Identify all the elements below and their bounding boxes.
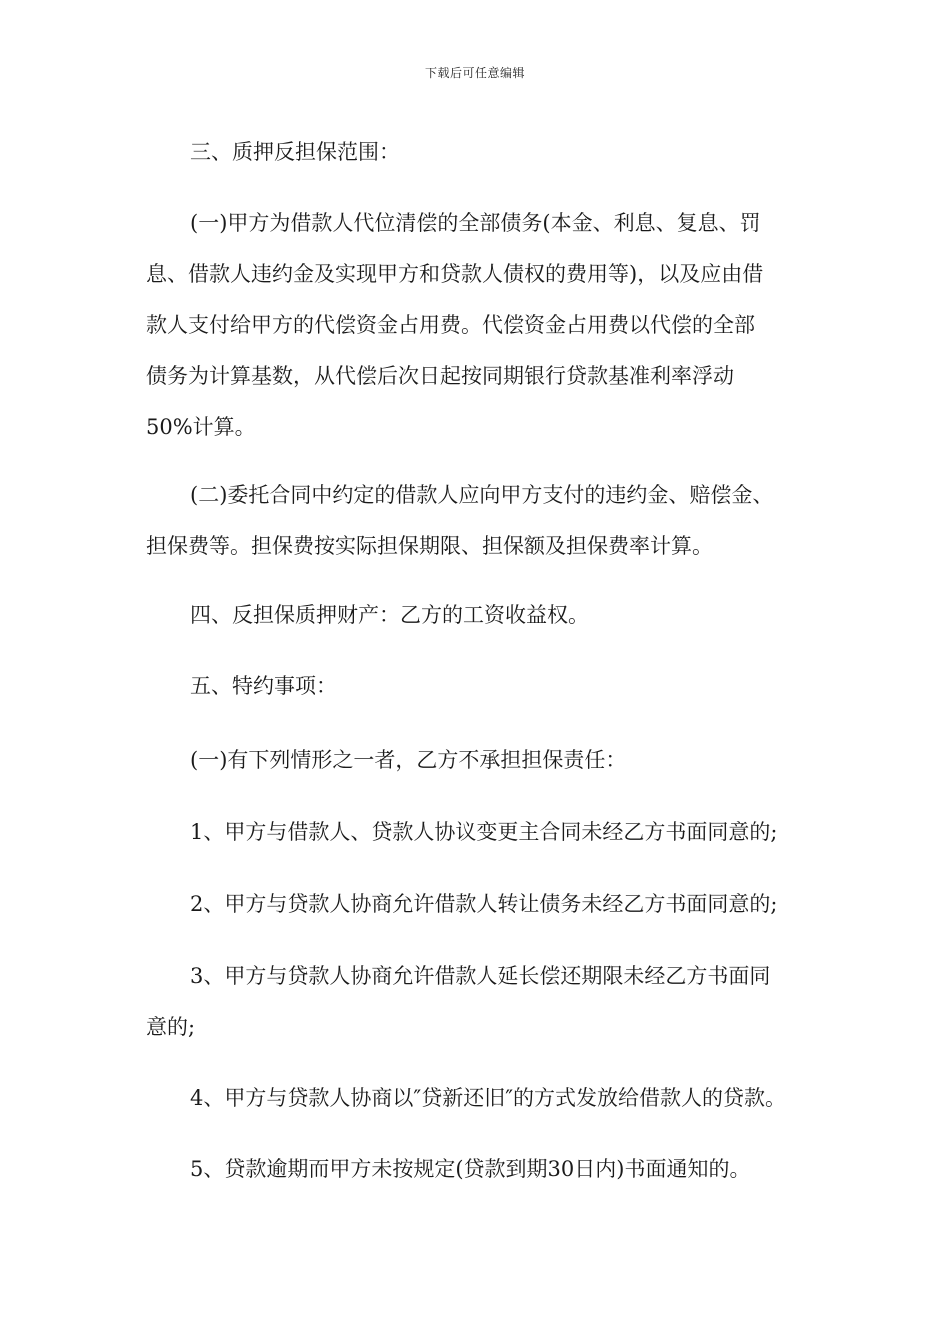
paragraph-line: 担保费等。担保费按实际担保期限、担保额及担保费率计算。 xyxy=(146,534,713,558)
list-item-2: 2、甲方与贷款人协商允许借款人转让债务未经乙方书面同意的; xyxy=(190,892,778,916)
section-heading-5: 五、特约事项： xyxy=(190,674,337,698)
list-item-4: 4、甲方与贷款人协商以″贷新还旧″的方式发放给借款人的贷款。 xyxy=(190,1086,787,1110)
paragraph-line: 款人支付给甲方的代偿资金占用费。代偿资金占用费以代偿的全部 xyxy=(146,313,755,337)
paragraph-line: 意的; xyxy=(146,1015,196,1039)
paragraph-collateral-scope-2 xyxy=(146,470,826,572)
list-item-5: 5、贷款逾期而甲方未按规定(贷款到期30日内)书面通知的。 xyxy=(190,1157,751,1181)
paragraph-line: 息、借款人违约金及实现甲方和贷款人债权的费用等)，以及应由借 xyxy=(146,262,764,286)
paragraph-collateral-scope-1 xyxy=(146,198,826,453)
paragraph-line: 50%计算。 xyxy=(146,415,256,439)
page-header: 下载后可任意编辑 xyxy=(424,66,525,80)
paragraph-line: (一)甲方为借款人代位清偿的全部债务(本金、利息、复息、罚 xyxy=(190,211,761,235)
special-terms-intro: (一)有下列情形之一者，乙方不承担担保责任： xyxy=(190,748,627,772)
list-item-1: 1、甲方与借款人、贷款人协议变更主合同未经乙方书面同意的; xyxy=(190,820,778,844)
paragraph-line: 3、甲方与贷款人协商允许借款人延长偿还期限未经乙方书面同 xyxy=(190,964,771,988)
paragraph-line: 债务为计算基数，从代偿后次日起按同期银行贷款基准利率浮动 xyxy=(146,364,734,388)
paragraph-line: (二)委托合同中约定的借款人应向甲方支付的违约金、赔偿金、 xyxy=(190,483,774,507)
section-heading-3: 三、质押反担保范围： xyxy=(190,140,400,164)
list-item-3 xyxy=(146,951,826,1053)
section-heading-4: 四、反担保质押财产：乙方的工资收益权。 xyxy=(190,603,589,627)
